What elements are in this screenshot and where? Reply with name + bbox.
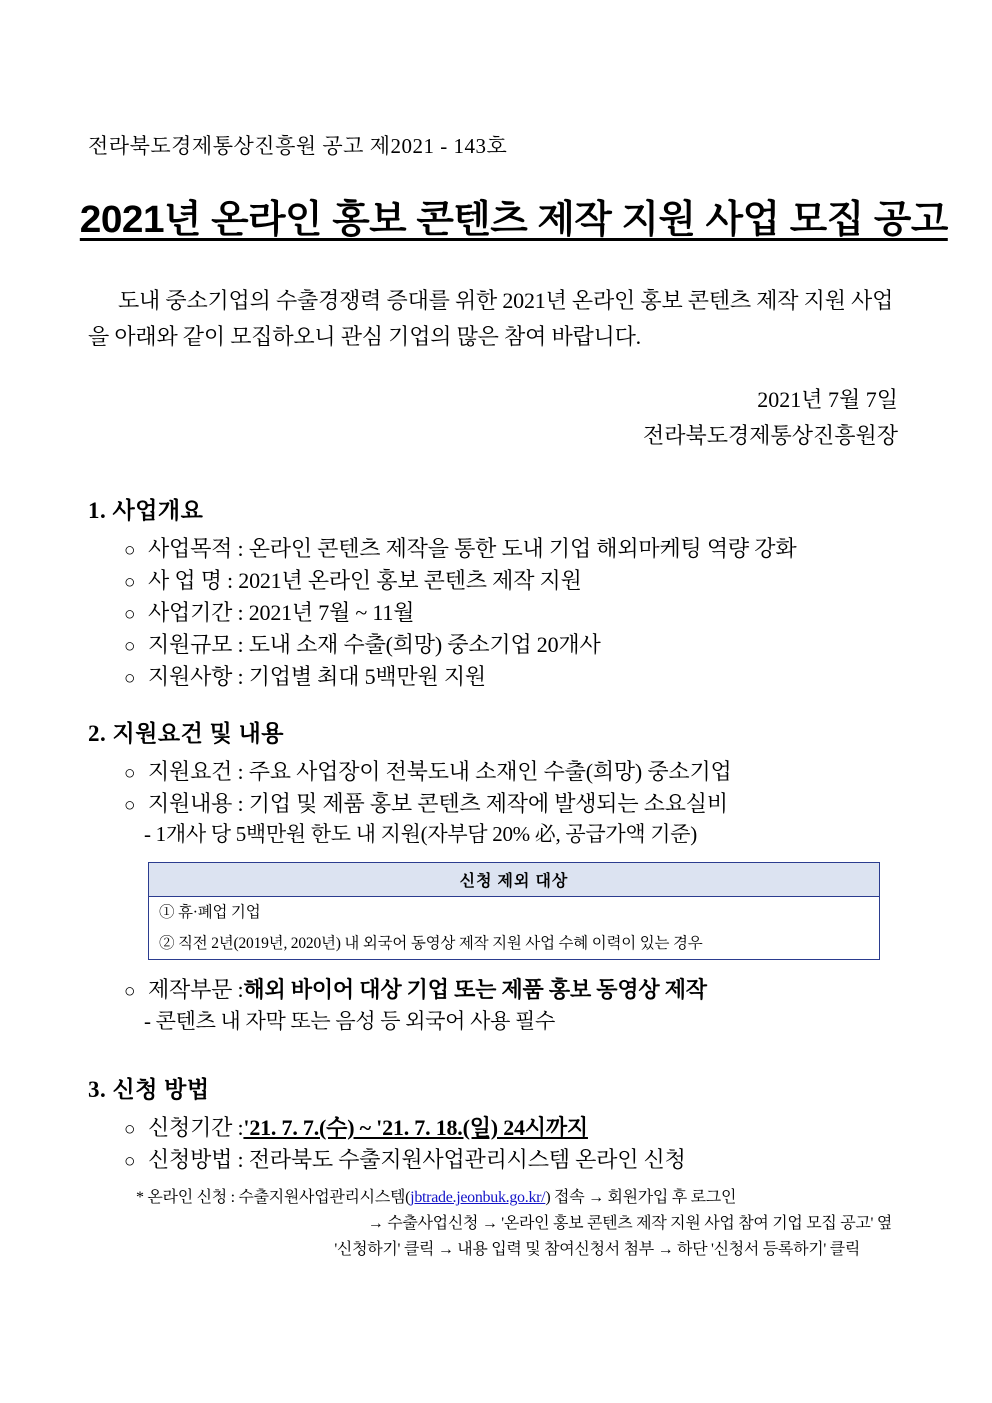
circle-bullet-icon: ○ <box>124 603 136 625</box>
section-heading: 1. 사업개요 <box>88 498 204 524</box>
list-item <box>124 533 908 565</box>
list-item <box>124 565 908 597</box>
circle-bullet-icon: ○ <box>124 762 136 784</box>
list-item <box>124 1144 908 1176</box>
circle-bullet-icon: ○ <box>124 794 136 816</box>
list-item-label: 지원요건 : 주요 사업장이 전북도내 소재인 수출(희망) 중소기업 <box>148 758 732 784</box>
list-item <box>124 756 908 788</box>
exclusion-table <box>148 862 880 961</box>
footnote-line: → 수출사업신청 → '온라인 홍보 콘텐츠 제작 지원 사업 참여 기업 모집 공고' 옆 <box>367 1215 892 1233</box>
notice-number: 전라북도경제통상진흥원 공고 제2021 - 143호 <box>88 134 508 158</box>
application-footnotes <box>88 1185 908 1262</box>
list-item <box>124 661 908 693</box>
issuer-name: 전라북도경제통상진흥원장 <box>642 422 898 448</box>
table-row: ① 휴·폐업 기업 <box>159 903 261 921</box>
list-item-label: 사 업 명 : 2021년 온라인 홍보 콘텐츠 제작 지원 <box>148 568 582 594</box>
list-item-label: 사업목적 : 온라인 콘텐츠 제작을 통한 도내 기업 해외마케팅 역량 강화 <box>148 536 797 562</box>
circle-bullet-icon: ○ <box>124 1118 136 1140</box>
footnote-line <box>136 1185 908 1211</box>
circle-bullet-icon: ○ <box>124 1150 136 1172</box>
sub-note: - 1개사 당 5백만원 한도 내 지원(자부담 20% 必, 공급가액 기준) <box>144 822 697 847</box>
issuer-block <box>88 382 908 455</box>
list-item-label: 지원사항 : 기업별 최대 5백만원 지원 <box>148 663 486 689</box>
list-item-emphasis: 해외 바이어 대상 기업 또는 제품 홍보 동영상 제작 <box>243 977 707 1003</box>
list-item <box>124 629 908 661</box>
list-item-label: 지원내용 : 기업 및 제품 홍보 콘텐츠 제작에 발생되는 소요실비 <box>148 790 728 816</box>
circle-bullet-icon: ○ <box>124 572 136 594</box>
requirements-list <box>88 756 908 850</box>
section-application <box>88 1071 908 1263</box>
footnote-text-post: ) 접속 → 회원가입 후 로그인 <box>545 1189 737 1207</box>
list-item <box>124 1112 908 1144</box>
table-row: ② 직전 2년(2019년, 2020년) 내 외국어 동영상 제작 지원 사업 수혜 이력이 있는 경우 <box>159 935 703 953</box>
document-body <box>79 130 948 1284</box>
list-item-label: 지원규모 : 도내 소재 수출(희망) 중소기업 20개사 <box>148 631 601 657</box>
issue-date: 2021년 7월 7일 <box>757 386 898 412</box>
circle-bullet-icon: ○ <box>124 540 136 562</box>
section-overview <box>88 492 908 692</box>
list-item-label: 신청방법 : 전라북도 수출지원사업관리시스템 온라인 신청 <box>148 1146 686 1172</box>
system-link[interactable]: jbtrade.jeonbuk.go.kr/ <box>410 1189 546 1207</box>
production-list <box>88 974 908 1036</box>
overview-list <box>88 533 908 692</box>
application-period-value: '21. 7. 7.(수) ~ '21. 7. 18.(일) 24시까지 <box>243 1114 588 1140</box>
circle-bullet-icon: ○ <box>124 667 136 689</box>
list-item <box>124 788 908 820</box>
list-item <box>124 597 908 629</box>
footnote-text-pre: * 온라인 신청 : 수출지원사업관리시스템( <box>136 1189 411 1207</box>
circle-bullet-icon: ○ <box>124 981 136 1003</box>
list-item-label: 제작부문 : <box>148 977 244 1003</box>
table-header: 신청 제외 대상 <box>149 863 879 897</box>
sub-note: - 콘텐츠 내 자막 또는 음성 등 외국어 사용 필수 <box>144 1009 555 1034</box>
footnote-line: '신청하기' 클릭 → 내용 입력 및 참여신청서 첨부 → 하단 '신청서 등록하기' 클릭 <box>334 1240 860 1258</box>
intro-paragraph: 도내 중소기업의 수출경쟁력 증대를 위한 2021년 온라인 홍보 콘텐츠 제작 지원 사업을 아래와 같이 모집하오니 관심 기업의 많은 참여 바랍니다. <box>88 288 894 350</box>
section-heading: 3. 신청 방법 <box>88 1076 210 1102</box>
section-requirements <box>88 715 908 1037</box>
page-title: 2021년 온라인 홍보 콘텐츠 제작 지원 사업 모집 공고 <box>79 199 948 241</box>
list-item-label: 사업기간 : 2021년 7월 ~ 11월 <box>148 599 415 625</box>
circle-bullet-icon: ○ <box>124 635 136 657</box>
application-list <box>88 1112 908 1176</box>
section-heading: 2. 지원요건 및 내용 <box>88 720 285 746</box>
list-item <box>124 974 908 1006</box>
list-item-label: 신청기간 : <box>148 1114 244 1140</box>
